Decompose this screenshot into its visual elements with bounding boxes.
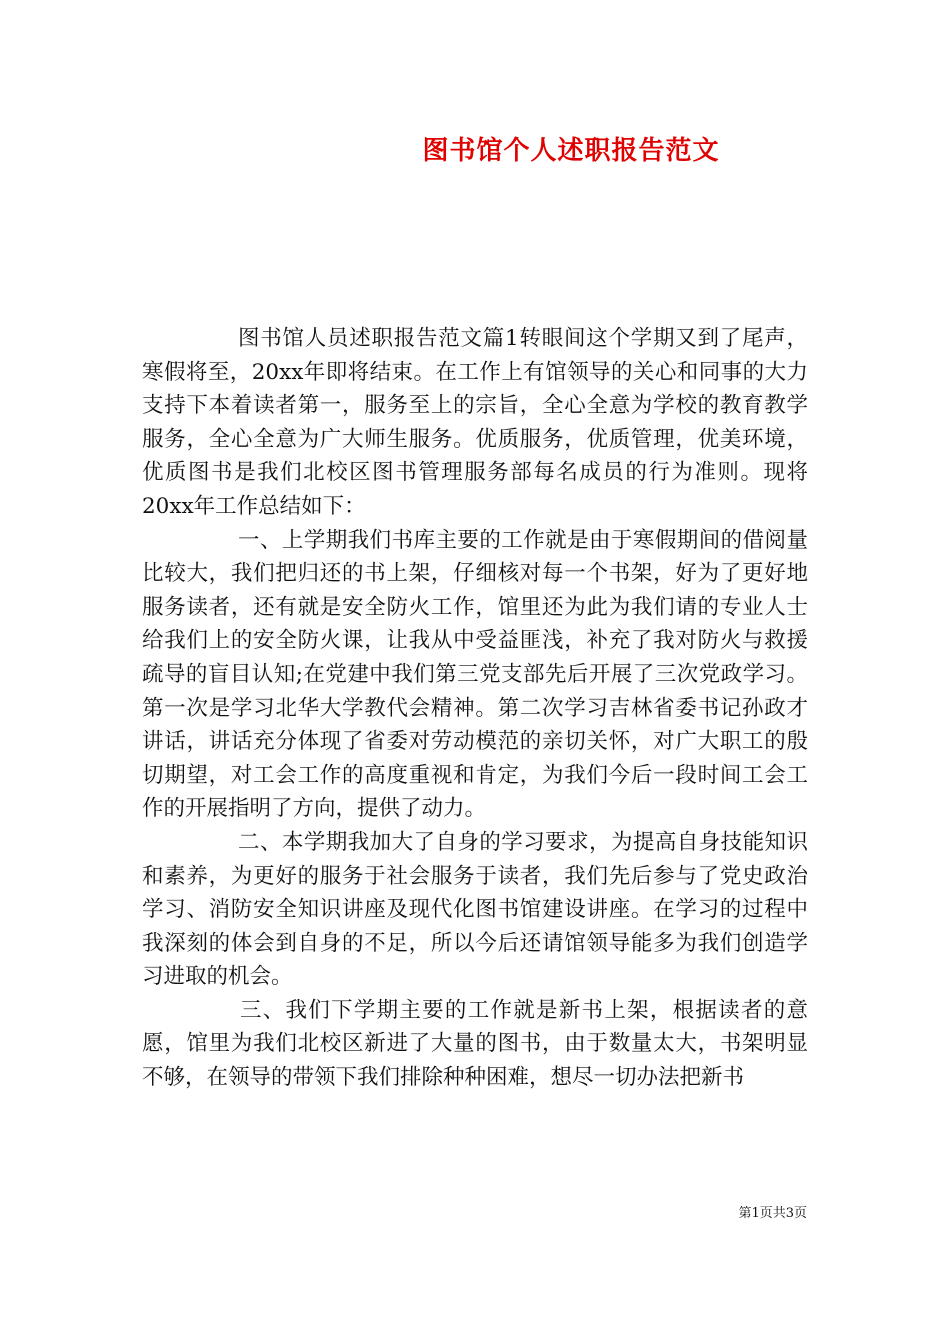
paragraph-section-1: 一、上学期我们书库主要的工作就是由于寒假期间的借阅量比较大，我们把归还的书上架，仔细核对每一个书架，好为了更好地服务读者，还有就是安全防火工作，馆里还为此为我们请的专业人士给我们上的安全防火课，让我从中受益匪浅，补充了我对防火与救援疏导的盲目认知;在党建中我们第三党支部先后开展了三次党政学习。第一次是学习北华大学教代会精神。第二次学习吉林省委书记孙政才讲话，讲话充分体现了省委对劳动模范的亲切关怀，对广大职工的殷切期望，对工会工作的高度重视和肯定，为我们今后一段时间工会工作的开展指明了方向，提供了动力。 [142,527,808,822]
paragraph-intro: 图书馆人员述职报告范文篇1转眼间这个学期又到了尾声，寒假将至，20xx年即将结束。在工作上有馆领导的关心和同事的大力支持下本着读者第一，服务至上的宗旨，全心全意为学校的教育教学服务，全心全意为广大师生服务。优质服务，优质管理，优美环境，优质图书是我们北校区图书管理服务部每名成员的行为准则。现将20xx年工作总结如下： [142,326,808,519]
paragraph-section-3: 三、我们下学期主要的工作就是新书上架，根据读者的意愿，馆里为我们北校区新进了大量的图书，由于数量太大，书架明显不够，在领导的带领下我们排除种种困难，想尽一切办法把新书 [142,997,808,1091]
page-number-footer: 第1页共3页 [738,1206,807,1221]
document-body [142,322,808,1095]
paragraph-section-2: 二、本学期我加大了自身的学习要求，为提高自身技能知识和素养，为更好的服务于社会服务于读者，我们先后参与了党史政治学习、消防安全知识讲座及现代化图书馆建设讲座。在学习的过程中我深刻的体会到自身的不足，所以今后还请馆领导能多为我们创造学习进取的机会。 [142,829,808,990]
document-title: 图书馆个人述职报告范文 [422,136,720,166]
